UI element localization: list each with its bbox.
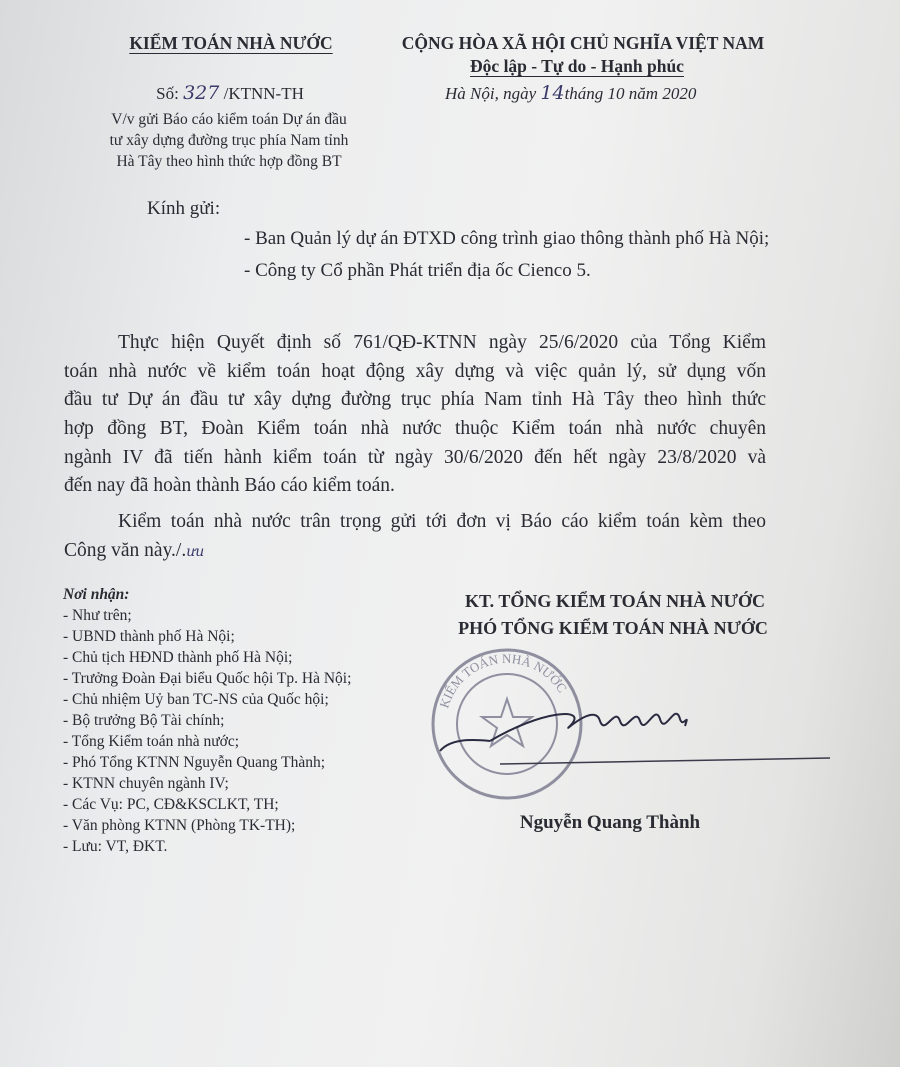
body-line: hợp đồng BT, Đoàn Kiểm toán nhà nước thuộc Kiểm toán nhà nước chuyên — [64, 418, 766, 439]
subject-line: V/v gửi Báo cáo kiểm toán Dự án đầu — [111, 111, 347, 128]
recipient-item: - Phó Tổng KTNN Nguyễn Quang Thành; — [63, 754, 326, 771]
recipient-item: - Bộ trưởng Bộ Tài chính; — [63, 712, 225, 729]
recipient-item: - Văn phòng KTNN (Phòng TK-TH); — [63, 817, 296, 834]
document-date — [445, 84, 696, 104]
body-line: toán nhà nước về kiểm toán hoạt động xây dựng và việc quản lý, sử dụng vốn — [64, 361, 766, 382]
body-line: đến nay đã hoàn thành Báo cáo kiểm toán. — [64, 475, 395, 496]
recipient-item: - KTNN chuyên ngành IV; — [63, 775, 229, 792]
signature-title-1: KT. TỔNG KIỂM TOÁN NHÀ NƯỚC — [464, 591, 766, 611]
svg-text:KIỂM TOÁN NHÀ NƯỚC — [436, 651, 570, 710]
body-line: ngành IV đã tiến hành kiểm toán từ ngày 30/6/2020 đến hết ngày 23/8/2020 và — [64, 447, 766, 468]
recipient-item: - Các Vụ: PC, CĐ&KSCLKT, TH; — [63, 796, 279, 813]
recipient-item: - UBND thành phố Hà Nội; — [63, 628, 235, 645]
subject-line: Hà Tây theo hình thức hợp đồng BT — [116, 153, 342, 170]
recipient-item: - Như trên; — [63, 607, 132, 624]
subject-line: tư xây dựng đường trục phía Nam tỉnh — [109, 132, 349, 149]
stamp-and-signature — [420, 646, 840, 806]
agency-name: KIỂM TOÁN NHÀ NƯỚC — [129, 33, 333, 53]
addressee-label: Kính gửi: — [147, 198, 221, 219]
handwritten-initial: ưu — [186, 544, 205, 560]
signer-name: Nguyễn Quang Thành — [519, 812, 701, 833]
body-line — [64, 540, 204, 562]
stamp-text: KIỂM TOÁN NHÀ NƯỚC — [436, 650, 571, 710]
recipient-item: - Trưởng Đoàn Đại biểu Quốc hội Tp. Hà Nội; — [63, 670, 352, 687]
signature-title-2: PHÓ TỔNG KIỂM TOÁN NHÀ NƯỚC — [458, 618, 768, 638]
recipients-label: Nơi nhận: — [63, 586, 130, 603]
body-line: Thực hiện Quyết định số 761/QĐ-KTNN ngày 25/6/2020 của Tổng Kiểm — [118, 332, 766, 353]
motto: Độc lập - Tự do - Hạnh phúc — [470, 56, 684, 76]
recipient-item: - Chủ nhiệm Uỷ ban TC-NS của Quốc hội; — [63, 691, 329, 708]
addressee-item: - Ban Quản lý dự án ĐTXD công trình giao thông thành phố Hà Nội; — [244, 228, 770, 249]
country-name: CỘNG HÒA XÃ HỘI CHỦ NGHĨA VIỆT NAM — [401, 33, 765, 53]
recipient-item: - Lưu: VT, ĐKT. — [63, 838, 168, 855]
body-line: Kiểm toán nhà nước trân trọng gửi tới đơn vị Báo cáo kiểm toán kèm theo — [118, 511, 766, 532]
date-day-handwritten: 14 — [540, 82, 565, 104]
number-handwritten: 327 — [183, 82, 220, 104]
recipient-item: - Tổng Kiểm toán nhà nước; — [63, 733, 240, 750]
addressee-item: - Công ty Cổ phần Phát triển địa ốc Cienco 5. — [244, 260, 591, 281]
official-stamp-icon — [433, 650, 581, 798]
number-suffix: /KTNN-TH — [223, 84, 304, 103]
date-prefix: Hà Nội, ngày — [445, 84, 537, 103]
body-line: đầu tư Dự án đầu tư xây dựng đường trục phía Nam tỉnh Hà Tây theo hình thức — [64, 389, 766, 410]
number-prefix: Số: — [156, 84, 179, 103]
date-suffix: tháng 10 năm 2020 — [564, 84, 697, 103]
recipient-item: - Chủ tịch HĐND thành phố Hà Nội; — [63, 649, 293, 666]
closing-text: Công văn này./. — [64, 540, 187, 561]
document-number — [156, 84, 304, 104]
